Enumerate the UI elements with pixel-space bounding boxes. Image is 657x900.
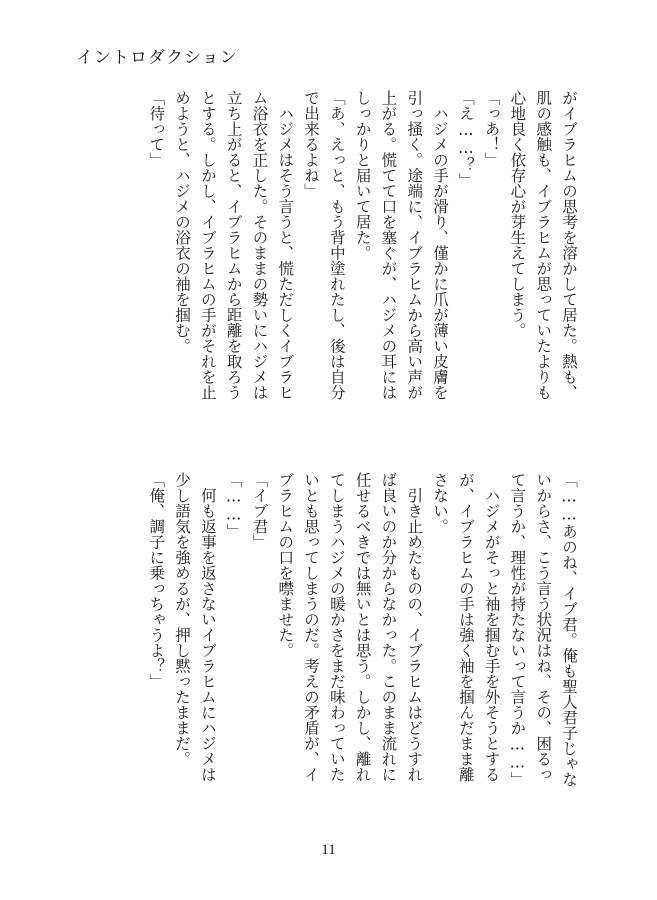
text-column: 肌の感触も、イブラヒムが思っていたよりも [534, 90, 553, 400]
text-column: がイブラヒムの思考を溶かして居た。熱も、 [560, 90, 578, 400]
text-column: 「待って」 [147, 90, 166, 168]
text-column: ブラヒムの口を噤ませた。 [276, 472, 295, 658]
text-column: で出来るよね」 [302, 90, 321, 199]
text-column: 「イブ君」 [250, 472, 269, 550]
text-column: いとも思ってしまうのだ。考えの矛盾が、イ [302, 472, 321, 782]
text-column: 引っ掻く。途端に、イブラヒムから高い声が [405, 90, 424, 400]
text-column: とする。しかし、イブラヒムの手がそれを止 [198, 90, 217, 400]
text-column: 何も返事を返さないイブラヒムにハジメは [198, 472, 217, 782]
text-column: いからさ、こう言う状況はね、その、困るっ [534, 472, 553, 782]
text-column: ハジメがそっと袖を掴む手を外そうとする [482, 472, 501, 782]
text-column: が、イブラヒムの手は強く袖を掴んだまま離 [456, 472, 475, 782]
text-column: 立ち上がると、イブラヒムから距離を取ろう [224, 90, 243, 400]
page-number: 11 [321, 842, 336, 858]
text-column: 「……あのね、イブ君。俺も聖人君子じゃな [560, 472, 578, 787]
text-column: ハジメはそう言うと、慌ただしくイブラヒ [276, 90, 295, 400]
text-column: しっかりと届いて居た。 [353, 90, 372, 261]
text-column: ハジメの手が滑り、僅かに爪が薄い皮膚を [431, 90, 450, 400]
text-column: ム浴衣を正した。そのままの勢いにハジメは [250, 90, 269, 400]
text-column: 「え……？」 [456, 90, 475, 188]
text-column: 引き止めたものの、イブラヒムはどうすれ [405, 472, 424, 782]
text-column: 心地良く依存心が芽生えてしまう。 [508, 90, 527, 338]
text-column: 上がる。慌てて口を塞ぐが、ハジメの耳には [379, 90, 398, 400]
text-column: 「っあ！」 [482, 90, 501, 168]
text-column: 任せるべきでは無いとは思う。しかし、離れ [353, 472, 372, 782]
text-column: て言うか、理性が持たないって言うか……」 [508, 472, 527, 787]
text-column: てしまうハジメの暖かさをまだ味わっていた [327, 472, 346, 782]
text-column: 少し語気を強めるが、押し黙ったままだ。 [173, 472, 192, 767]
text-column: 「俺、調子に乗っちゃうよ？」 [147, 472, 166, 689]
chapter-title: イントロダクション [76, 48, 238, 68]
text-column: さない。 [431, 472, 450, 534]
text-block-bottom [61, 472, 581, 810]
text-column: 「……」 [224, 472, 243, 539]
text-column: めようと、ハジメの浴衣の袖を掴む。 [173, 90, 192, 354]
text-block-top [147, 90, 581, 425]
text-column: 「あ、えっと、もう背中塗れたし、後は自分 [327, 90, 346, 400]
text-column: ば良いのか分からなかった。このまま流れに [379, 472, 398, 782]
